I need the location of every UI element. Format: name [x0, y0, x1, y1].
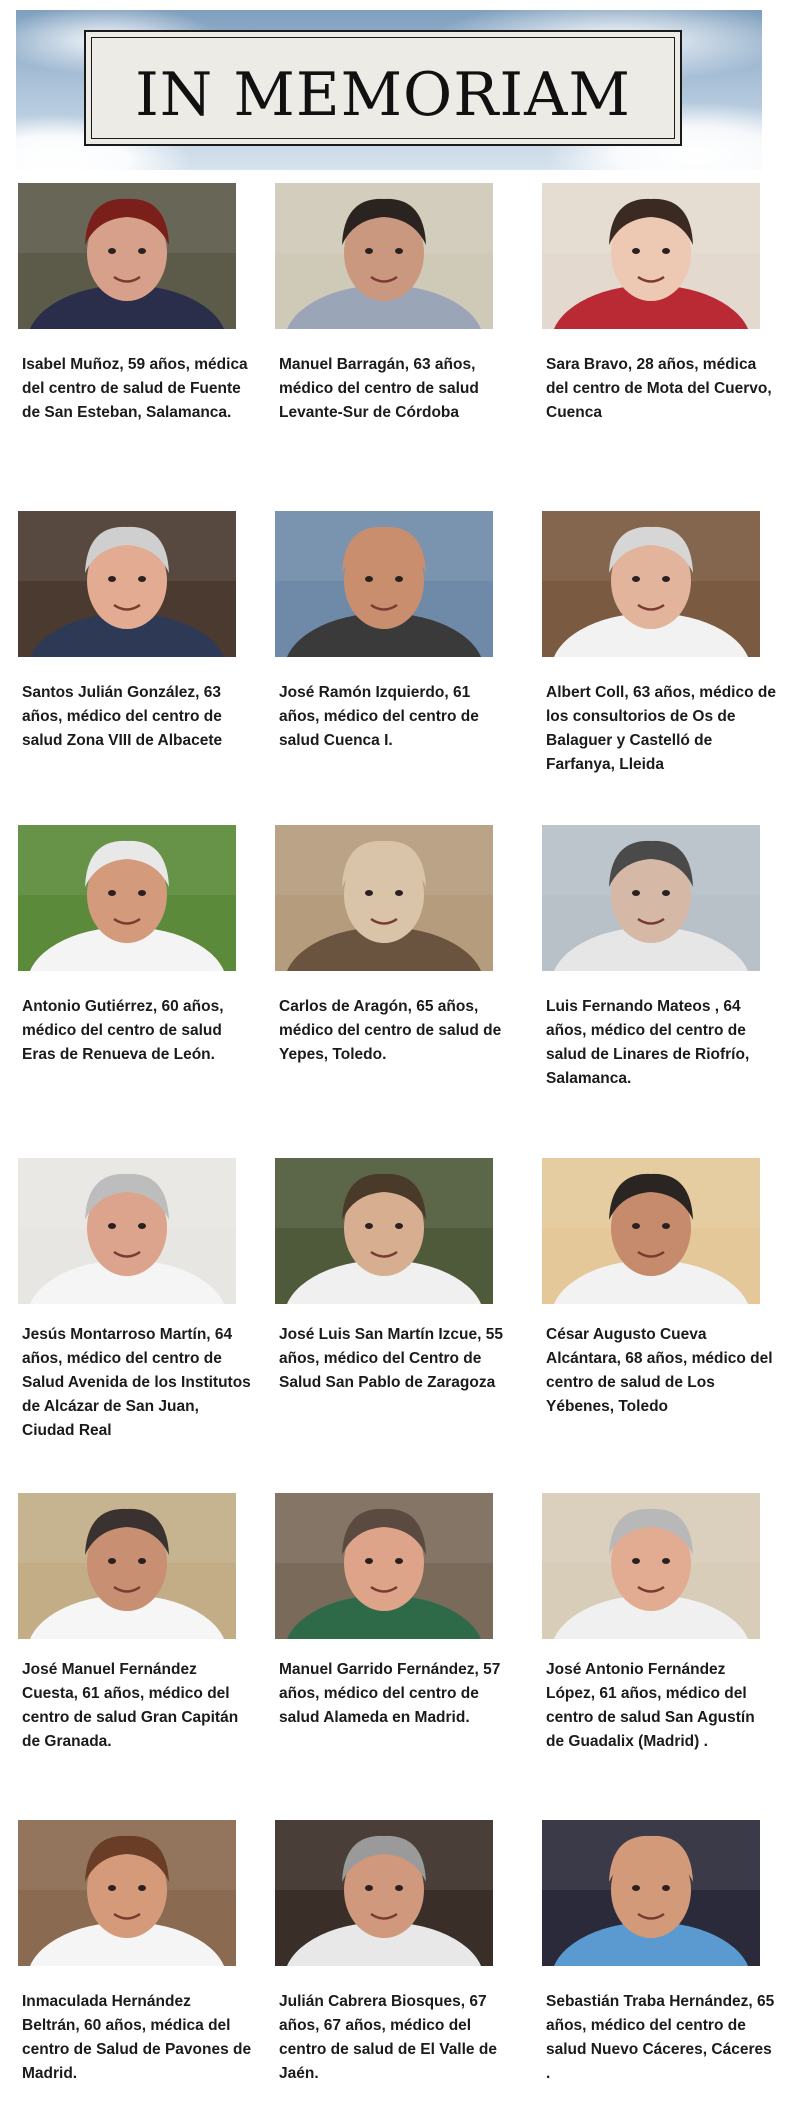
portrait-image	[275, 183, 493, 329]
portrait-photo	[18, 1820, 236, 1966]
portrait-photo	[275, 511, 493, 657]
portrait-image	[18, 825, 236, 971]
portrait-photo	[18, 1493, 236, 1639]
portrait-image	[275, 825, 493, 971]
portrait-image	[18, 1493, 236, 1639]
banner-frame	[84, 30, 682, 146]
portrait-image	[275, 1820, 493, 1966]
portrait-image	[18, 511, 236, 657]
portrait-image	[275, 511, 493, 657]
portrait-image	[542, 1820, 760, 1966]
portrait-photo	[18, 1158, 236, 1304]
portrait-image	[542, 825, 760, 971]
memorial-caption: Manuel Garrido Fernández, 57 años, médico del centro de salud Alameda en Madrid.	[279, 1661, 501, 1726]
memorial-caption: Isabel Muñoz, 59 años, médica del centro de salud de Fuente de San Esteban, Salamanca.	[22, 356, 248, 421]
memorial-caption: José Ramón Izquierdo, 61 años, médico del centro de salud Cuenca I.	[279, 684, 479, 749]
portrait-photo	[18, 825, 236, 971]
portrait-photo	[542, 1158, 760, 1304]
portrait-image	[275, 1158, 493, 1304]
memorial-caption: Jesús Montarroso Martín, 64 años, médico del centro de Salud Avenida de los Institutos de Alcázar de San Juan, Ciudad Real	[22, 1326, 251, 1439]
banner	[16, 10, 762, 170]
memorial-caption: Sebastián Traba Hernández, 65 años, médico del centro de salud Nuevo Cáceres, Cáceres .	[546, 1993, 775, 2082]
memorial-caption: Julián Cabrera Biosques, 67 años, 67 años, médico del centro de salud de El Valle de Jaén.	[279, 1993, 497, 2082]
portrait-photo	[542, 1493, 760, 1639]
portrait-image	[18, 1820, 236, 1966]
portrait-photo	[542, 183, 760, 329]
memorial-caption: Luis Fernando Mateos , 64 años, médico del centro de salud de Linares de Riofrío, Salamanca.	[546, 998, 750, 1087]
page-title: IN MEMORIAM	[135, 60, 631, 130]
portrait-image	[275, 1493, 493, 1639]
portrait-photo	[18, 511, 236, 657]
memorial-caption: Santos Julián González, 63 años, médico del centro de salud Zona VIII de Albacete	[22, 684, 223, 749]
portrait-image	[542, 1493, 760, 1639]
memorial-caption: Albert Coll, 63 años, médico de los consultorios de Os de Balaguer y Castelló de Farfanya, Lleida	[546, 684, 776, 773]
memorial-caption: César Augusto Cueva Alcántara, 68 años, médico del centro de salud de Los Yébenes, Toledo	[546, 1326, 773, 1415]
portrait-image	[542, 183, 760, 329]
memorial-caption: Inmaculada Hernández Beltrán, 60 años, médica del centro de Salud de Pavones de Madrid.	[22, 1993, 252, 2082]
portrait-image	[18, 183, 236, 329]
portrait-photo	[275, 1493, 493, 1639]
memorial-caption: José Antonio Fernández López, 61 años, médico del centro de salud San Agustín de Guadalix (Madrid) .	[546, 1661, 755, 1750]
portrait-photo	[275, 1158, 493, 1304]
portrait-image	[542, 1158, 760, 1304]
portrait-photo	[542, 1820, 760, 1966]
memorial-caption: Antonio Gutiérrez, 60 años, médico del centro de salud Eras de Renueva de León.	[22, 998, 224, 1063]
memorial-caption: Carlos de Aragón, 65 años, médico del centro de salud de Yepes, Toledo.	[279, 998, 502, 1063]
portrait-image	[18, 1158, 236, 1304]
portrait-photo	[275, 825, 493, 971]
portrait-photo	[275, 183, 493, 329]
portrait-photo	[18, 183, 236, 329]
memorial-caption: Sara Bravo, 28 años, médica del centro de Mota del Cuervo, Cuenca	[546, 356, 772, 421]
portrait-image	[542, 511, 760, 657]
portrait-photo	[275, 1820, 493, 1966]
memorial-caption: José Manuel Fernández Cuesta, 61 años, médico del centro de salud Gran Capitán de Granada.	[22, 1661, 239, 1750]
portrait-photo	[542, 825, 760, 971]
memorial-caption: José Luis San Martín Izcue, 55 años, médico del Centro de Salud San Pablo de Zaragoza	[279, 1326, 503, 1391]
memorial-caption: Manuel Barragán, 63 años, médico del centro de salud Levante-Sur de Córdoba	[279, 356, 479, 421]
portrait-photo	[542, 511, 760, 657]
